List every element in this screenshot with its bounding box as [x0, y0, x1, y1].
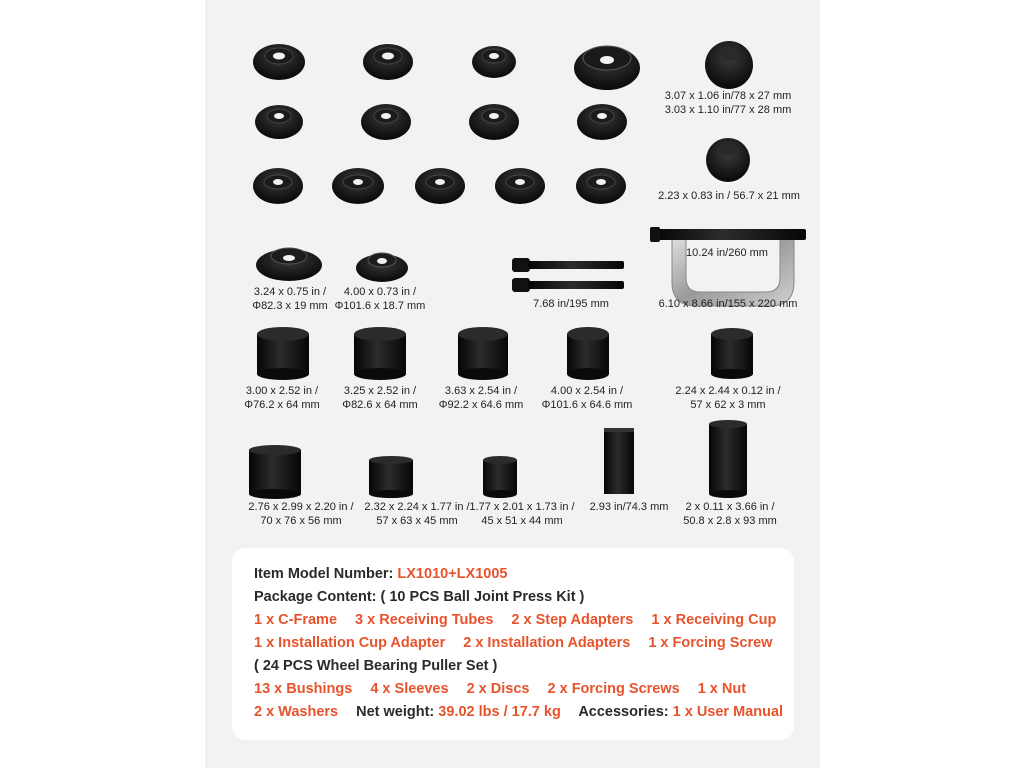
receiving-cup-2 — [706, 138, 750, 182]
content-row-2 — [254, 635, 772, 651]
sleeve-1 — [249, 445, 301, 499]
forcing-screws — [512, 258, 624, 292]
bushing-3-2 — [332, 168, 384, 204]
label-forcing-screws: 7.68 in/195 mm — [533, 298, 609, 310]
label-tube-3: 3.63 x 2.54 in / Φ92.2 x 64.6 mm — [438, 385, 524, 411]
content-item: 2 x Step Adapters — [511, 612, 634, 628]
label-cup-top-right: 3.07 x 1.06 in/78 x 27 mm 3.03 x 1.10 in/77 x 28 mm — [664, 90, 792, 116]
bushing-1-1 — [253, 44, 305, 80]
bushing-2-4 — [577, 104, 627, 140]
content-item: 3 x Receiving Tubes — [355, 612, 494, 628]
label-sleeve-tall: 2 x 0.11 x 3.66 in / 50.8 x 2.8 x 93 mm — [683, 501, 777, 527]
content-item: 1 x Receiving Cup — [651, 612, 777, 628]
content-item: 2 x Installation Adapters — [463, 635, 631, 651]
model-line — [254, 566, 507, 582]
weight-value: 39.02 lbs / 17.7 kg — [438, 704, 561, 720]
c-frame — [650, 227, 806, 306]
bushing-2-3 — [469, 104, 519, 140]
bushing-3-4 — [495, 168, 545, 204]
content-item: 2 x Discs — [466, 681, 530, 697]
content-item: 4 x Sleeves — [370, 681, 449, 697]
label-step-adapter-2: 4.00 x 0.73 in / Φ101.6 x 18.7 mm — [334, 286, 426, 312]
content-item: 1 x Installation Cup Adapter — [254, 635, 446, 651]
receiving-tube-4 — [567, 327, 609, 380]
puller-set-line: ( 24 PCS Wheel Bearing Puller Set ) — [254, 658, 498, 674]
bushing-1-3 — [472, 46, 516, 78]
label-sleeve-2: 2.32 x 2.24 x 1.77 in / 57 x 63 x 45 mm — [364, 501, 470, 527]
package-kit: ( 10 PCS Ball Joint Press Kit ) — [380, 589, 585, 605]
model-value: LX1010+LX1005 — [397, 566, 508, 582]
content-item: 2 x Forcing Screws — [547, 681, 680, 697]
receiving-cup-1 — [705, 41, 753, 89]
bushing-1-2 — [363, 44, 413, 80]
sleeve-2 — [369, 456, 413, 498]
weight-label: Net weight: — [356, 704, 435, 720]
receiving-tube-1 — [257, 327, 309, 380]
sleeve-tall — [709, 420, 747, 498]
bushing-3-3 — [415, 168, 465, 204]
content-item: 1 x Nut — [697, 681, 747, 697]
content-row-1 — [254, 612, 776, 628]
label-step-adapter-1: 3.24 x 0.75 in / Φ82.3 x 19 mm — [252, 286, 328, 312]
content-item: 1 x Forcing Screw — [648, 635, 773, 651]
bushing-2-2 — [361, 104, 411, 140]
bushing-3-5 — [576, 168, 626, 204]
content-item: 13 x Bushings — [254, 681, 353, 697]
label-c-frame: 6.10 x 8.66 in/155 x 220 mm — [658, 298, 798, 310]
label-tube-2: 3.25 x 2.52 in / Φ82.6 x 64 mm — [342, 385, 418, 411]
receiving-tube-3 — [458, 327, 508, 380]
label-sleeve-1: 2.76 x 2.99 x 2.20 in / 70 x 76 x 56 mm — [248, 501, 354, 527]
model-label: Item Model Number: — [254, 566, 394, 582]
label-tube-1: 3.00 x 2.52 in / Φ76.2 x 64 mm — [244, 385, 320, 411]
content-row-4 — [254, 704, 783, 720]
receiving-tube-2 — [354, 327, 406, 380]
accessories-value: 1 x User Manual — [672, 704, 784, 720]
package-label: Package Content: — [254, 589, 377, 605]
content-item: 2 x Washers — [254, 704, 339, 720]
disc-1 — [574, 46, 640, 90]
label-cup-mid-right: 2.23 x 0.83 in / 56.7 x 21 mm — [658, 190, 800, 202]
package-line — [254, 589, 584, 605]
label-c-frame-screw: 10.24 in/260 mm — [686, 247, 768, 259]
sleeve-3 — [483, 456, 517, 498]
package-info-card — [232, 548, 794, 740]
bushing-3-1 — [253, 168, 303, 204]
step-adapter-1 — [256, 248, 322, 281]
bushing-2-1 — [255, 105, 303, 139]
installation-adapter — [711, 328, 753, 379]
content-item: 1 x C-Frame — [254, 612, 338, 628]
label-sleeve-3: 1.77 x 2.01 x 1.73 in / 45 x 51 x 44 mm — [469, 501, 575, 527]
label-nut: 2.93 in/74.3 mm — [589, 501, 669, 513]
step-adapter-2 — [356, 253, 408, 282]
accessories-label: Accessories: — [578, 704, 669, 720]
label-install-adapter: 2.24 x 2.44 x 0.12 in / 57 x 62 x 3 mm — [675, 385, 781, 411]
content-row-3 — [254, 681, 746, 697]
nut — [604, 428, 634, 494]
label-tube-4: 4.00 x 2.54 in / Φ101.6 x 64.6 mm — [541, 385, 633, 411]
